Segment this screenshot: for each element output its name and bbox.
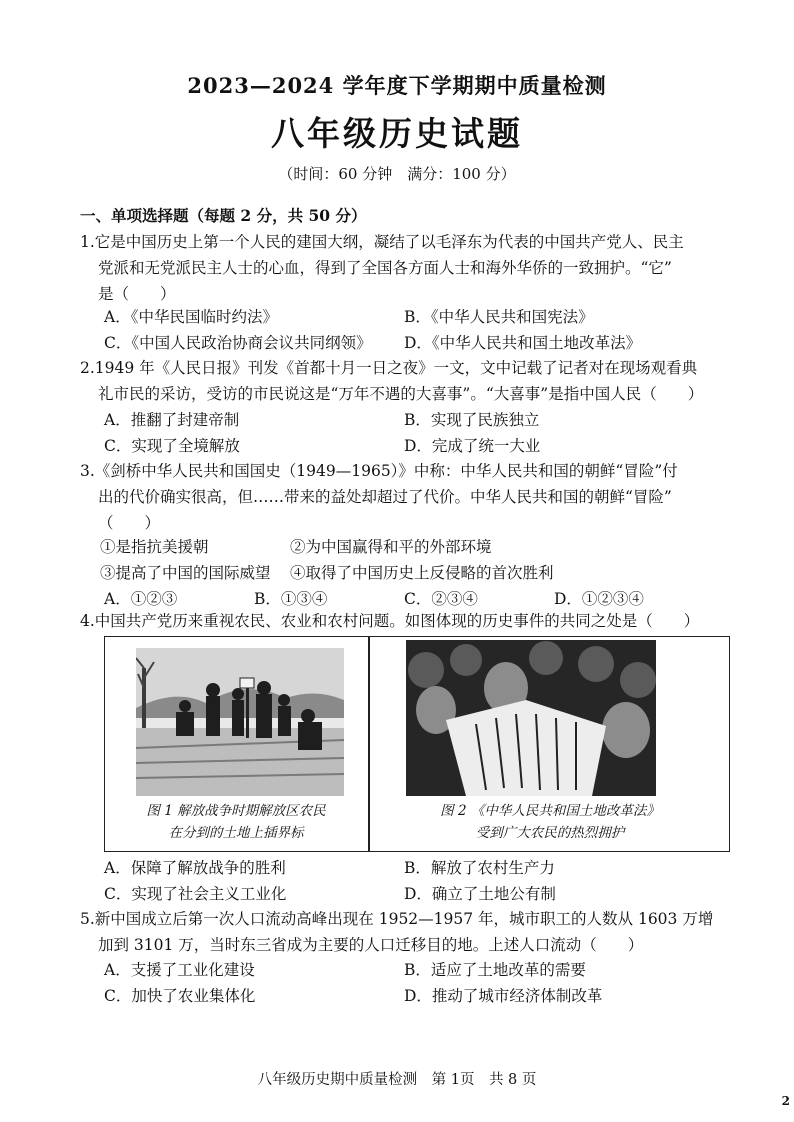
q2-option-c: C．实现了全境解放 <box>104 437 240 455</box>
q5-option-d: D．推动了城市经济体制改革 <box>404 987 603 1005</box>
q3-item-1: ①是指抗美援朝 <box>100 538 209 556</box>
question-line: 5.新中国成立后第一次人口流动高峰出现在 1952—1957 年，城市职工的人数从 1603 万增 <box>80 910 714 928</box>
exam-title: 八年级历史试题 <box>271 114 523 153</box>
q4-option-d: D．确立了土地公有制 <box>404 885 556 903</box>
question-line: 加到 3101 万，当时东三省成为主要的人口迁移目的地。上述人口流动（ ） <box>98 936 644 954</box>
question-line: 1.它是中国历史上第一个人民的建国大纲，凝结了以毛泽东为代表的中国共产党人、民主 <box>80 233 684 251</box>
q4-option-c: C．实现了社会主义工业化 <box>104 885 287 903</box>
corner-mark: 2 <box>781 1094 790 1108</box>
question-5 <box>80 906 720 958</box>
q1-option-c: C．《中国人民政治协商会议共同纲领》 <box>104 334 372 352</box>
q3-item-4: ④取得了中国历史上反侵略的首次胜利 <box>290 564 554 582</box>
q5-option-c: C．加快了农业集体化 <box>104 987 256 1005</box>
q3-option-b: B．①③④ <box>254 590 328 608</box>
page-footer: 八年级历史期中质量检测 第 1页 共 8 页 <box>257 1072 537 1088</box>
q3-item-3: ③提高了中国的国际威望 <box>100 564 271 582</box>
question-line: 3.《剑桥中华人民共和国国史（1949—1965）》中称：中华人民共和国的朝鲜“冒险”付 <box>80 462 678 480</box>
q3-item-2: ②为中国赢得和平的外部环境 <box>290 538 492 556</box>
question-line: 4.中国共产党历来重视农民、农业和农村问题。如图体现的历史事件的共同之处是（ ） <box>80 612 700 630</box>
question-4 <box>80 608 720 634</box>
question-line: 出的代价确实很高，但……带来的益处却超过了代价。中华人民共和国的朝鲜“冒险” <box>98 488 672 506</box>
q1-option-b: B．《中华人民共和国宪法》 <box>404 308 594 326</box>
section-heading: 一、单项选择题（每题 2 分，共 50 分） <box>80 206 367 225</box>
q3-option-c: C．②③④ <box>404 590 478 608</box>
figure-1-caption <box>104 800 368 844</box>
farmers-field-photo <box>136 648 344 796</box>
exam-meta: （时间：60 分钟 满分：100 分） <box>278 165 516 183</box>
question-line: 礼市民的采访，受访的市民说这是“万年不遇的大喜事”。“大喜事”是指中国人民（ ） <box>98 385 704 403</box>
question-line: 是（ ） <box>98 285 176 303</box>
caption-line: 图 2 《中华人民共和国土地改革法》 <box>440 803 660 819</box>
q5-option-a: A．支援了工业化建设 <box>104 961 255 979</box>
q4-option-b: B．解放了农村生产力 <box>404 859 555 877</box>
question-line: （ ） <box>98 514 161 532</box>
q3-option-a: A．①②③ <box>104 590 178 608</box>
exam-term-line: 2023—2024 学年度下学期期中质量检测 <box>187 73 607 98</box>
land-reform-law-photo <box>406 640 656 796</box>
q2-option-a: A．推翻了封建帝制 <box>104 411 240 429</box>
question-2 <box>80 355 720 407</box>
question-1 <box>80 229 720 307</box>
caption-line: 受到广大农民的热烈拥护 <box>475 825 625 841</box>
question-line: 2.1949 年《人民日报》刊发《首都十月一日之夜》一文，文中记载了记者对在现场观看典 <box>80 359 698 377</box>
q3-option-d: D．①②③④ <box>554 590 644 608</box>
q1-option-d: D．《中华人民共和国土地改革法》 <box>404 334 642 352</box>
q5-option-b: B．适应了土地改革的需要 <box>404 961 586 979</box>
question-line: 党派和无党派民主人士的心血，得到了全国各方面人士和海外华侨的一致拥护。“它” <box>98 259 672 277</box>
figure-2-caption <box>370 800 730 844</box>
figure-2-photo <box>406 640 656 796</box>
q4-option-a: A．保障了解放战争的胜利 <box>104 859 286 877</box>
caption-line: 图 1 解放战争时期解放区农民 <box>146 803 326 819</box>
exam-header <box>0 70 794 184</box>
question-3 <box>80 458 720 536</box>
q1-option-a: A．《中华民国临时约法》 <box>104 308 278 326</box>
q2-option-b: B．实现了民族独立 <box>404 411 540 429</box>
q2-option-d: D．完成了统一大业 <box>404 437 541 455</box>
figure-1-photo <box>136 648 344 796</box>
caption-line: 在分到的土地上插界标 <box>168 825 304 841</box>
